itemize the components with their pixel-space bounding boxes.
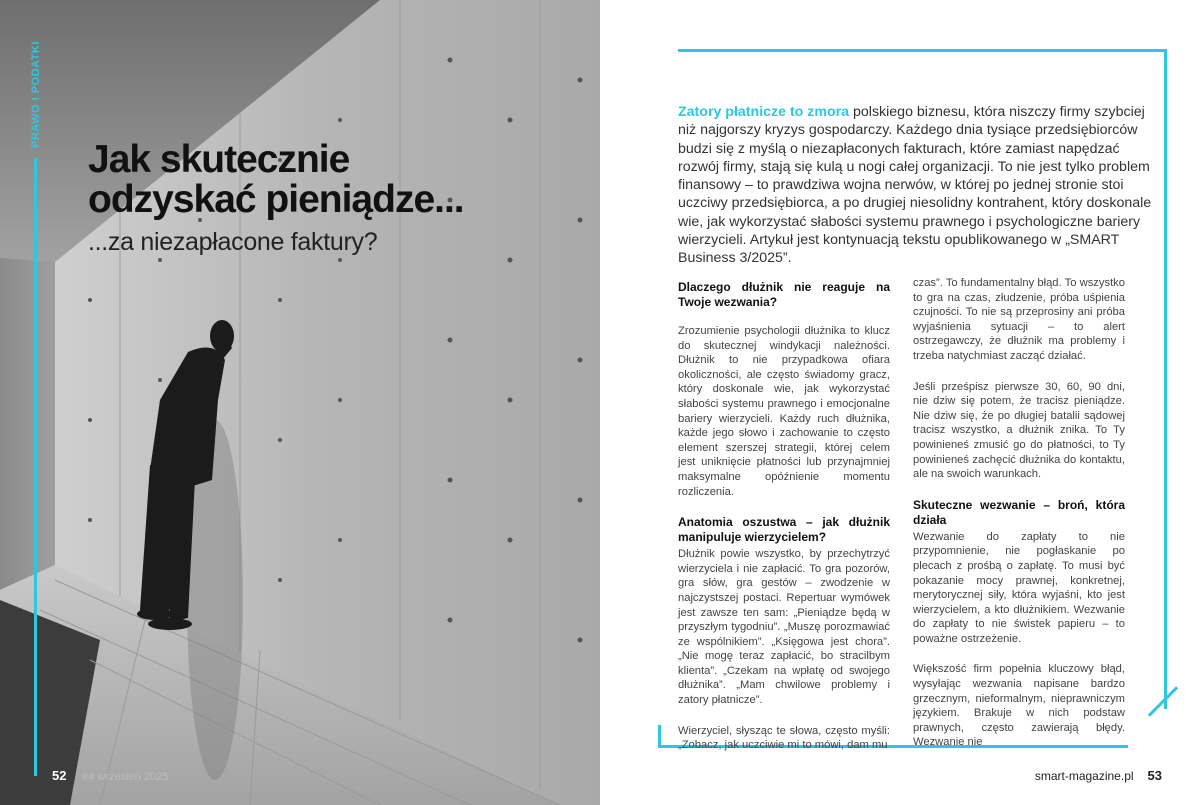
frame-left-line	[658, 725, 661, 748]
heading-debtor-no-response: Dlaczego dłużnik nie reaguje na Twoje wezwania?	[678, 280, 890, 309]
paragraph: Dłużnik powie wszystko, by przechytrzyć wierzyciela i nie zapłacić. To gra pozorów, gra słów, gra gestów – zwodzenie w najczystszej postaci. Repertuar wymówek jest zawsze ten sam: „Pieniądze będą w przyszłym tygodniu”. „Muszę porozmawiać ze wspólnikiem”. „Księgowa jest chora”. „Nie mogę teraz zapłacić, bo stracilbym klienta”. „Czekam na wpłatę od swojego dłużnika”. „Mam chwilowe problemy i zatory płatnicze”.	[678, 548, 890, 707]
heading-effective-demand: Skuteczne wezwanie – broń, która działa	[913, 497, 1125, 527]
site-link[interactable]: smart-magazine.pl	[1034, 769, 1134, 783]
heading-fraud-anatomy: Anatomia oszustwa – jak dłużnik manipuluje wierzycielem?	[678, 515, 890, 545]
paragraph: Zrozumienie psychologii dłużnika to klucz do skutecznej windykacji należności. Dłużnik to nie przypadkowa ofiara okoliczności, ale często świadomy gracz, który doskonale wie, jak wykorzystać słabości systemu prawnego i emocjonalne bariery wierzycieli. Każdy ruch dłużnika, każde jego słowo i zachowanie to często element szerszej strategii, której celem jest uniknięcie płatności lub przynajmniej maksymalne opóźnienie momentu rozliczenia.	[678, 325, 890, 498]
column-1	[678, 280, 890, 769]
paragraph: Wezwanie do zapłaty to nie przypomnienie, nie pogłaskanie po plecach z prośbą o zapłatę. To musi być pokazanie mocy prawnej, konkretnej, merytorycznej siły, która wyjaśni, kto jest wierzycielem, a kto dłużnikiem. Wezwanie do zapłaty to nie świstek papieru – to poważne ostrzeżenie.	[913, 530, 1125, 645]
frame-top-line	[678, 49, 1164, 52]
section-label: PRAWO I PODATKI	[30, 41, 42, 148]
left-folio	[52, 768, 168, 783]
right-page	[600, 0, 1200, 805]
title-line-2: odzyskać pieniądze...	[88, 178, 464, 221]
lead-highlight: Zatory płatnicze to zmora	[678, 104, 850, 120]
paragraph: Wierzyciel, słysząc te słowa, często myśli: „Zobacz, jak uczciwie mi to mówi, dam mu	[678, 724, 890, 752]
column-2	[913, 276, 1125, 766]
paragraph: Jeśli prześpisz pierwsze 30, 60, 90 dni, nie dziw się potem, że tracisz pieniądze. Nie dziw się, że po długiej batalii sądowej tracisz wszystko, a dłużnik znika. To Ty powinieneś zmusić go do płatności, to Ty powinieneś zachęcić dłużnika do kontaktu, ale na swoich warunkach.	[913, 380, 1125, 481]
article-title	[88, 140, 508, 220]
left-page-number: 52	[52, 768, 67, 783]
paragraph: Większość firm popełnia kluczowy błąd, wysyłając wezwania napisane bardzo grzecznym, nieformalnym, nieprawniczym językiem. Brakuje w nich podstaw prawnych, często zawierają błędy. Wezwanie nie	[913, 663, 1125, 749]
issue-label: #4 wrzesień 2025	[82, 771, 169, 783]
title-line-1: Jak skutecznie	[88, 138, 350, 181]
right-folio	[1035, 768, 1162, 783]
frame-right-line	[1164, 49, 1167, 709]
lead-text: polskiego biznesu, która niszczy firmy szybciej niż najgorszy kryzys gospodarczy. Każdego dnia tysiące przedsiębiorców budzi się z myślą o niezapłaconych fakturach, które zamiast napędzać rozwój firmy, stają się kulą u nogi całej organizacji. To nie jest tylko problem finansowy – to prawdziwa wojna nerwów, w której po jednej stronie stoi uczciwy przedsiębiorca, a po drugiej niesolidny kontrahent, który doskonale wie, jak wykorzystać słabości systemu prawnego i psychologiczne bariery wierzycieli. Artykuł jest kontynuacją tekstu opublikowanego w „SMART Business 3/2025”.	[678, 104, 1152, 267]
paragraph: czas”. To fundamentalny błąd. To wszystko to gra na czas, złudzenie, próba uśpienia czujności. To nie są przeprosiny ani próba wyjaśnienia sytuacji – to alert ostrzegawczy, że dłużnik ma problemy i trzeba natychmiast zacząć działać.	[913, 277, 1125, 362]
accent-line	[34, 158, 37, 776]
right-page-number: 53	[1147, 768, 1162, 783]
lead-paragraph	[678, 103, 1156, 268]
frame-corner-line	[1148, 686, 1178, 716]
article-subtitle: ...za niezapłacone faktury?	[88, 228, 378, 256]
